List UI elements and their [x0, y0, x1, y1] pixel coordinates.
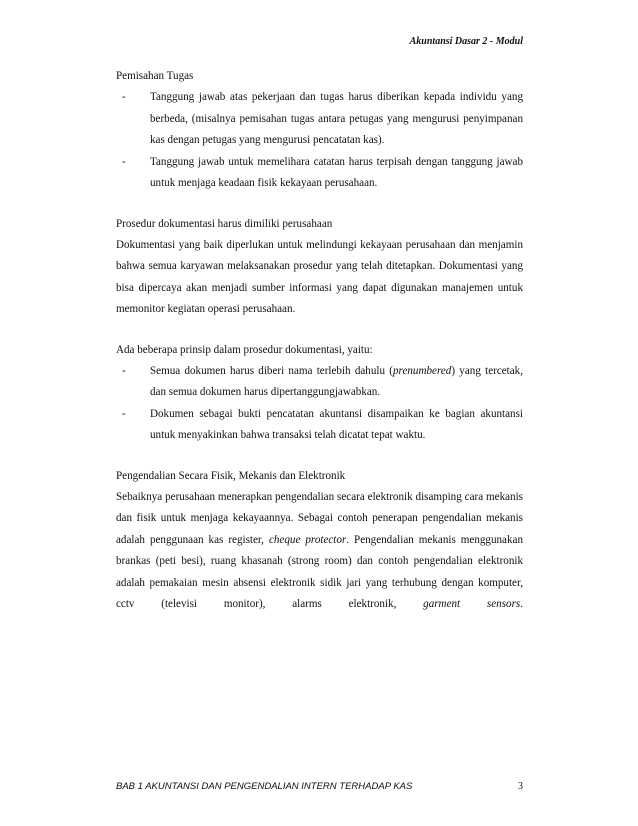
italic-term: garment sensors — [423, 598, 521, 610]
dash-bullet: - — [122, 364, 126, 377]
list-item-text: Tanggung jawab atas pekerjaan dan tugas harus diberikan kepada individu yang berbeda, (misalnya pemisahan tugas antara petugas yang mengurusi penyimpanan kas dengan petugas yang mengurusi pencatatan kas). — [150, 91, 523, 146]
list-item — [116, 361, 523, 404]
dash-bullet: - — [122, 407, 126, 420]
list-item — [116, 87, 523, 152]
dash-list — [116, 361, 523, 447]
list-item — [116, 404, 523, 447]
list-item-text: Tanggung jawab untuk memelihara catatan harus terpisah dengan tanggung jawab untuk menjaga keadaan fisik kekayaan perusahaan. — [150, 155, 523, 189]
italic-term: prenumbered — [393, 364, 452, 377]
list-item-text: Dokumen sebagai bukti pencatatan akuntansi disampaikan ke bagian akuntansi untuk menyakinkan bahwa transaksi telah dicatat tepat waktu. — [150, 407, 523, 441]
italic-term: cheque protector — [268, 533, 347, 546]
section-prosedur-dokumentasi — [116, 214, 523, 321]
dash-bullet: - — [122, 155, 126, 168]
section-pengendalian-fisik — [116, 466, 523, 616]
dash-bullet: - — [122, 91, 126, 103]
paragraph-text-middle: . Pengendalian mekanis menggunakan brankas (peti besi), ruang khasanah (strong room) dan contoh pengendalian elektronik adalah pemakaian mesin absensi elektronik sidik jari yang terhubung dengan komputer, cctv (televisi monitor), alarms elektronik, — [116, 533, 523, 610]
paragraph-text-start: Sebaiknya perusahaan menerapkan pengendalian secara elektronik disamping cara mekanis dan fisik untuk menjaga kekayaannya. Sebagai contoh penerapan pengendalian mekanis adalah penggunaan kas register, — [116, 490, 523, 546]
paragraph — [116, 487, 523, 616]
list-item-text-end: ) yang tercetak, dan semua dokumen harus dipertanggungjawabkan. — [150, 364, 523, 398]
section-prinsip-dokumentasi — [116, 340, 523, 447]
page-footer — [116, 781, 523, 792]
section-pemisahan-tugas — [116, 66, 523, 195]
paragraph-text-end: . — [520, 598, 523, 610]
section-heading: Prosedur dokumentasi harus dimiliki perusahaan — [116, 217, 333, 230]
running-header: Akuntansi Dasar 2 - Modul — [409, 36, 523, 47]
footer-chapter-title: BAB 1 AKUNTANSI DAN PENGENDALIAN INTERN TERHADAP KAS — [116, 781, 413, 792]
list-item — [116, 152, 523, 195]
page-content — [116, 66, 523, 635]
dash-list — [116, 87, 523, 195]
section-heading: Pemisahan Tugas — [116, 70, 194, 82]
page-number: 3 — [518, 781, 523, 792]
section-heading: Pengendalian Secara Fisik, Mekanis dan Elektronik — [116, 469, 346, 482]
section-heading: Ada beberapa prinsip dalam prosedur dokumentasi, yaitu: — [116, 343, 373, 356]
paragraph: Dokumentasi yang baik diperlukan untuk melindungi kekayaan perusahaan dan menjamin bahwa semua karyawan melaksanakan prosedur yang telah ditetapkan. Dokumentasi yang bisa dipercaya akan menjadi sumber informasi yang dapat digunakan manajemen untuk memonitor kegiatan operasi perusahaan. — [116, 238, 523, 315]
list-item-text-start: Semua dokumen harus diberi nama terlebih dahulu ( — [150, 364, 393, 377]
